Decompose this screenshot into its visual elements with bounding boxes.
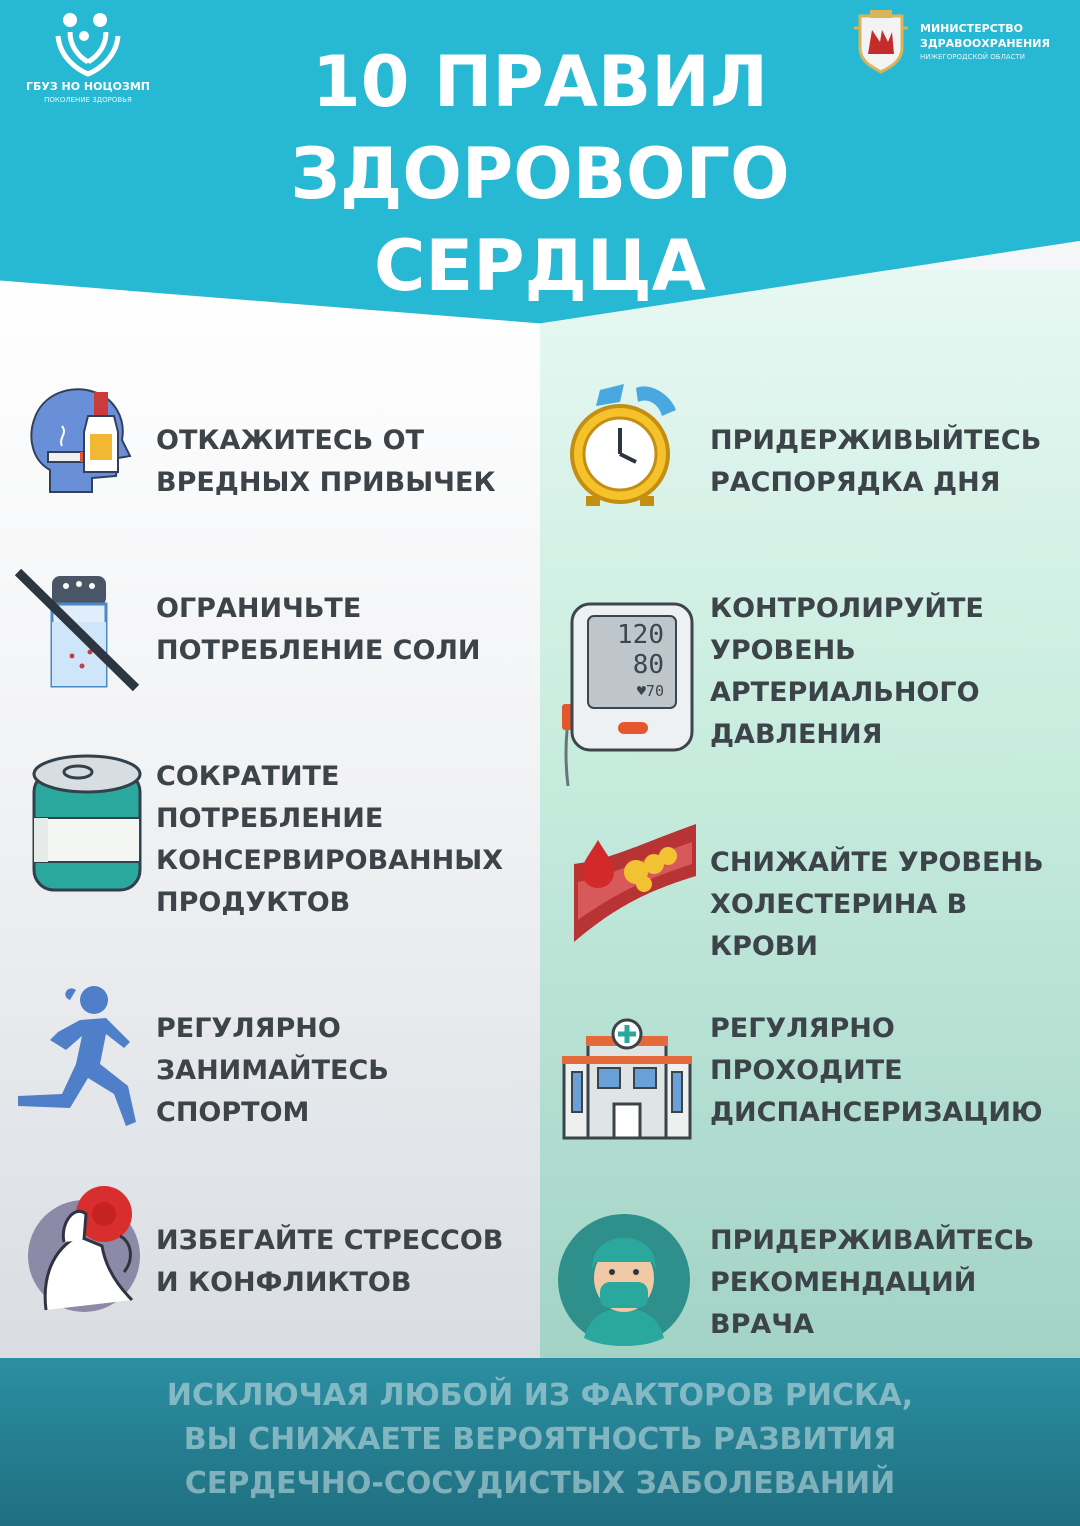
title-line-3: СЕРДЦА — [374, 225, 706, 307]
logo-right-line1: МИНИСТЕРСТВО — [920, 22, 1024, 35]
monitor-pulse: ♥70 — [636, 682, 664, 700]
no-salt-icon — [14, 566, 144, 696]
blood-pressure-monitor-icon — [560, 600, 696, 790]
rule-text: РЕГУЛЯРНО ЗАНИМАЙТЕСЬ СПОРТОМ — [156, 1013, 389, 1128]
rule-text: КОНТРОЛИРУЙТЕ УРОВЕНЬ АРТЕРИАЛЬНОГО ДАВЛЕНИЯ — [710, 593, 984, 750]
canned-food-icon — [26, 752, 148, 902]
title-line-1: 10 ПРАВИЛ — [312, 41, 768, 123]
footer-line-2: ВЫ СНИЖАЕТЕ ВЕРОЯТНОСТЬ РАЗВИТИЯ — [183, 1422, 897, 1457]
logo-right-line3: НИЖЕГОРОДСКОЙ ОБЛАСТИ — [920, 53, 1026, 61]
rule-text: ПРИДЕРЖИВЫЙТЕСЬ РАСПОРЯДКА ДНЯ — [710, 425, 1042, 498]
rule-text: ПРИДЕРЖИВАЙТЕСЬ РЕКОМЕНДАЦИЙ ВРАЧА — [710, 1225, 1035, 1340]
logo-ministry — [848, 8, 1078, 78]
bad-habits-icon — [22, 372, 152, 502]
cholesterol-vessel-icon — [570, 820, 700, 946]
footer-line-1: ИСКЛЮЧАЯ ЛЮБОЙ ИЗ ФАКТОРОВ РИСКА, — [166, 1378, 914, 1413]
logo-left-name: ГБУЗ НО НОЦОЗМП — [26, 80, 150, 93]
rule-text: РЕГУЛЯРНО ПРОХОДИТЕ ДИСПАНСЕРИЗАЦИЮ — [710, 1013, 1043, 1128]
logo-right-line2: ЗДРАВООХРАНЕНИЯ — [920, 37, 1050, 50]
rule-text: ОГРАНИЧЬТЕ ПОТРЕБЛЕНИЕ СОЛИ — [156, 593, 481, 666]
alarm-clock-icon — [566, 380, 696, 510]
logo-left-subtitle: ПОКОЛЕНИЕ ЗДОРОВЬЯ — [44, 96, 132, 104]
clinic-building-icon — [560, 1016, 694, 1140]
runner-icon — [10, 982, 150, 1152]
rule-text: СОКРАТИТЕ ПОТРЕБЛЕНИЕ КОНСЕРВИРОВАННЫХ ПРОДУКТОВ — [156, 761, 504, 918]
stress-icon — [24, 1180, 150, 1320]
leaf-logo-icon — [8, 6, 168, 80]
rule-text: ОТКАЖИТЕСЬ ОТ ВРЕДНЫХ ПРИВЫЧЕК — [156, 425, 496, 498]
rule-text: СНИЖАЙТЕ УРОВЕНЬ ХОЛЕСТЕРИНА В КРОВИ — [710, 847, 1044, 962]
logo-ncozmp — [8, 6, 168, 116]
monitor-systolic: 120 — [617, 620, 664, 650]
rule-text: ИЗБЕГАЙТЕ СТРЕССОВ И КОНФЛИКТОВ — [156, 1225, 504, 1298]
coat-of-arms-icon — [848, 8, 914, 74]
monitor-diastolic: 80 — [632, 650, 664, 680]
doctor-icon — [556, 1212, 692, 1348]
footer-line-3: СЕРДЕЧНО-СОСУДИСТЫХ ЗАБОЛЕВАНИЙ — [184, 1466, 896, 1501]
page-title — [240, 36, 840, 312]
footer-banner — [0, 1358, 1080, 1526]
title-line-2: ЗДОРОВОГО — [290, 133, 790, 215]
